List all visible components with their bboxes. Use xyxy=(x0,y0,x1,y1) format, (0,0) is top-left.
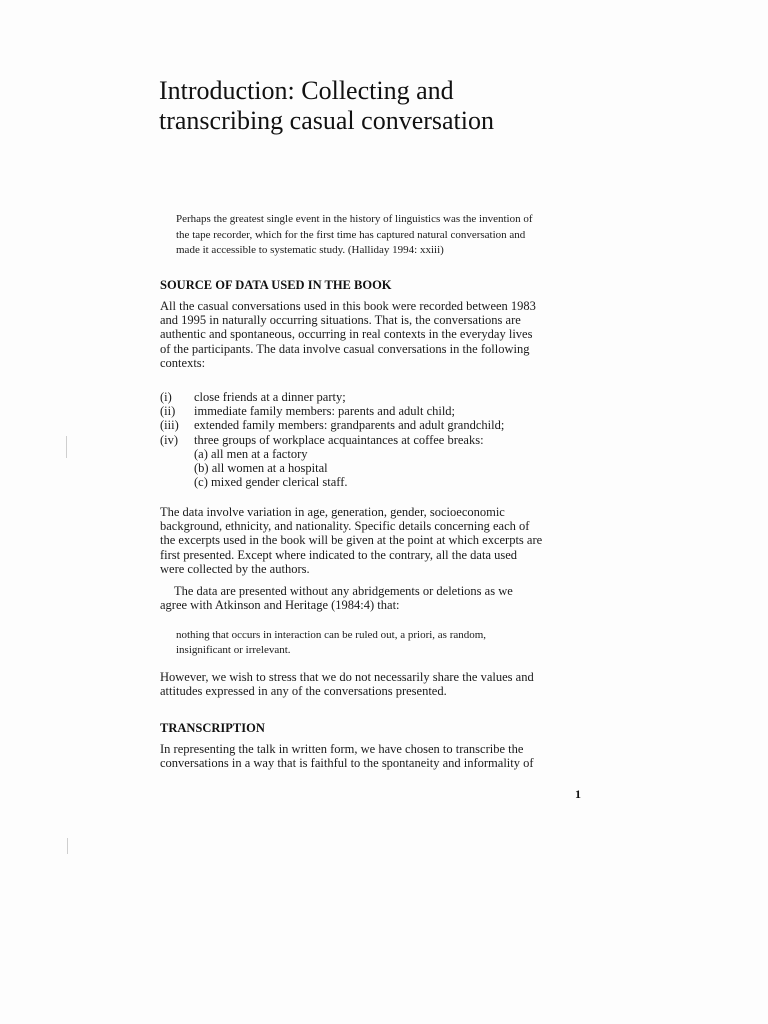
paragraph-data-variation xyxy=(160,505,590,576)
paragraph-line: of the participants. The data involve casual conversations in the following xyxy=(160,341,530,356)
paragraph-no-abridgements xyxy=(160,584,590,612)
paragraph-line: first presented. Except where indicated to the contrary, all the data used xyxy=(160,547,518,562)
chapter-title xyxy=(159,76,599,136)
paragraph-line: were collected by the authors. xyxy=(160,561,310,576)
paragraph-line: contexts: xyxy=(160,355,206,370)
list-item xyxy=(160,404,580,418)
block-quote xyxy=(176,628,588,658)
epigraph-line: made it accessible to systematic study. (Halliday 1994: xxiii) xyxy=(176,244,444,256)
list-item-number: (iii) xyxy=(160,418,179,433)
quote-line: nothing that occurs in interaction can be ruled out, a priori, as random, xyxy=(176,629,487,641)
section-heading-source-of-data: SOURCE OF DATA USED IN THE BOOK xyxy=(160,278,392,292)
paragraph-line: conversations in a way that is faithful to the spontaneity and informality of xyxy=(160,756,534,771)
paragraph-disclaimer xyxy=(160,670,590,698)
chapter-title-line: transcribing casual conversation xyxy=(159,106,494,135)
scan-artifact-line xyxy=(67,838,68,854)
epigraph xyxy=(176,212,588,259)
scan-artifact-line xyxy=(66,436,67,458)
paragraph-line: authentic and spontaneous, occurring in real contexts in the everyday lives xyxy=(160,327,533,342)
paragraph-transcription-intro xyxy=(160,742,590,770)
epigraph-line: Perhaps the greatest single event in the history of linguistics was the invention of xyxy=(176,213,533,225)
list-item-number: (iv) xyxy=(160,432,179,447)
list-item-number: (i) xyxy=(160,390,172,404)
list-item-text: extended family members: grandparents and adult grandchild; xyxy=(194,418,505,433)
paragraph-line: In representing the talk in written form, we have chosen to transcribe the xyxy=(160,742,524,756)
list-item-text: three groups of workplace acquaintances at coffee breaks: xyxy=(194,432,484,447)
sublist-item: (a) all men at a factory xyxy=(194,446,308,461)
list-item xyxy=(160,418,580,432)
paragraph-line: the excerpts used in the book will be given at the point at which excerpts are xyxy=(160,533,543,548)
paragraph-line: background, ethnicity, and nationality. Specific details concerning each of xyxy=(160,519,530,534)
list-item-text: immediate family members: parents and adult child; xyxy=(194,404,456,419)
paragraph-line: and 1995 in naturally occurring situations. That is, the conversations are xyxy=(160,313,521,328)
paragraph-line: The data involve variation in age, generation, gender, socioeconomic xyxy=(160,505,505,519)
list-item-number: (ii) xyxy=(160,404,176,419)
paragraph-line: All the casual conversations used in this book were recorded between 1983 xyxy=(160,299,536,313)
contexts-list xyxy=(160,390,580,489)
list-item-text: close friends at a dinner party; xyxy=(194,390,346,404)
paragraph-source-intro xyxy=(160,299,590,370)
paragraph-line: The data are presented without any abridgements or deletions as we xyxy=(174,584,513,598)
sublist-item: (c) mixed gender clerical staff. xyxy=(194,475,348,490)
page-number: 1 xyxy=(575,787,581,801)
epigraph-line: the tape recorder, which for the first time has captured natural conversation and xyxy=(176,228,526,241)
paragraph-line: agree with Atkinson and Heritage (1984:4) that: xyxy=(160,598,400,613)
paragraph-line: attitudes expressed in any of the conversations presented. xyxy=(160,684,447,699)
paragraph-line: However, we wish to stress that we do not necessarily share the values and xyxy=(160,670,534,684)
list-item xyxy=(160,390,580,404)
section-heading-transcription: TRANSCRIPTION xyxy=(160,721,265,735)
list-item xyxy=(160,433,580,447)
quote-line: insignificant or irrelevant. xyxy=(176,644,291,656)
sublist-item: (b) all women at a hospital xyxy=(194,461,328,476)
chapter-title-line: Introduction: Collecting and xyxy=(159,76,454,105)
